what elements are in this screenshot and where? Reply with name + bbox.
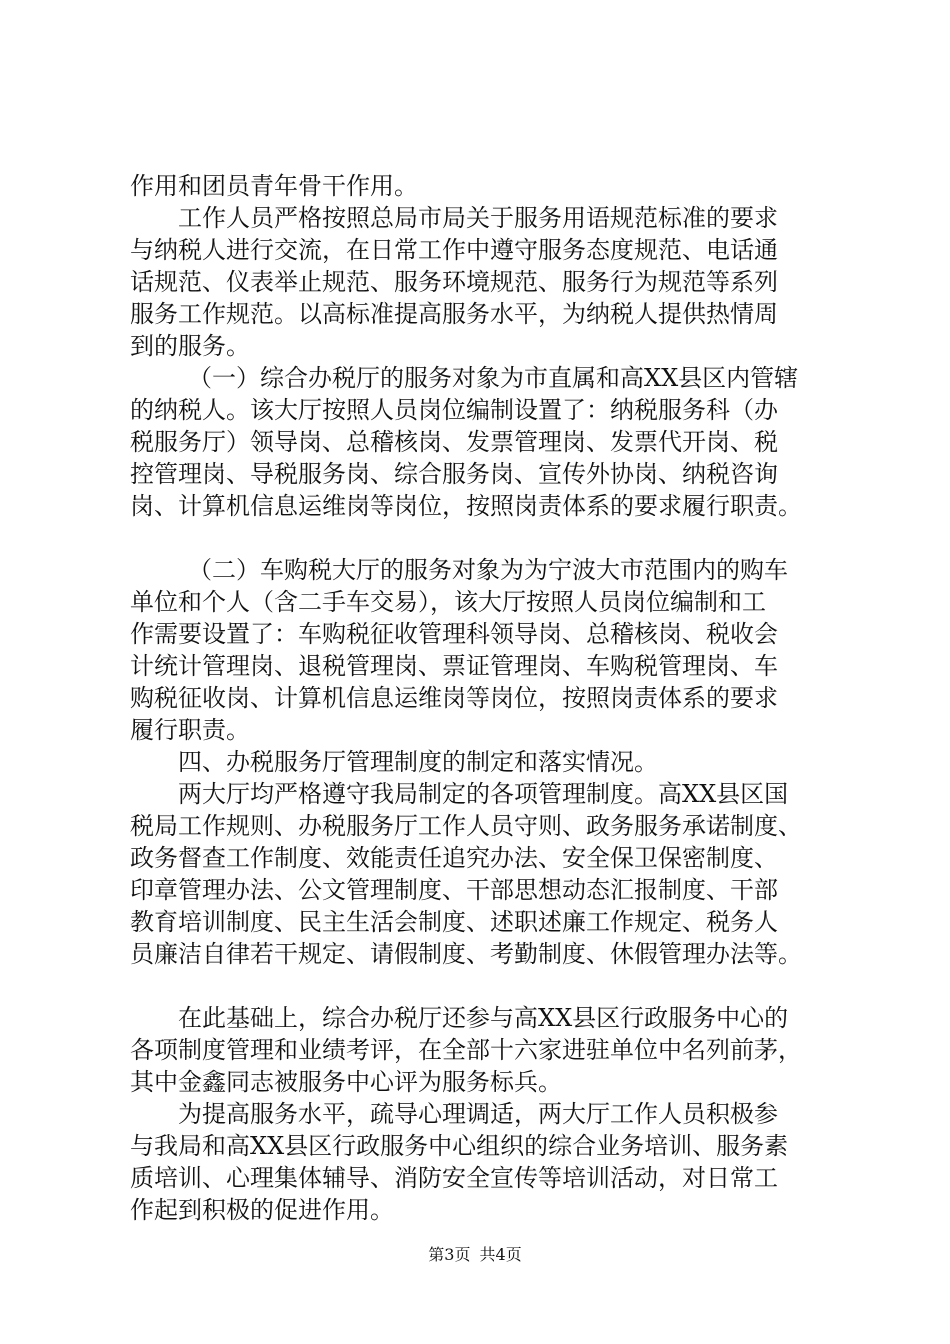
paragraph-line: 与纳税人进行交流，在日常工作中遵守服务态度规范、电话通 [130,236,778,264]
paragraph-line: 税服务厅）领导岗、总稽核岗、发票管理岗、发票代开岗、税 [130,428,778,456]
paragraph-line: 员廉洁自律若干规定、请假制度、考勤制度、休假管理办法等。 [130,940,802,968]
paragraph-line: 印章管理办法、公文管理制度、干部思想动态汇报制度、干部 [130,876,778,904]
paragraph-line: 在此基础上，综合办税厅还参与高XX县区行政服务中心的 [178,1004,789,1032]
paragraph-line: 为提高服务水平，疏导心理调适，两大厅工作人员积极参 [178,1100,778,1128]
paragraph-line: 到的服务。 [130,332,250,360]
paragraph-gap [130,970,830,1002]
paragraph-line: 工作人员严格按照总局市局关于服务用语规范标准的要求 [178,204,778,232]
paragraph-line: 话规范、仪表举止规范、服务环境规范、服务行为规范等系列 [130,268,778,296]
section-heading: 四、办税服务厅管理制度的制定和落实情况。 [178,748,658,776]
paragraph-line: 税局工作规则、办税服务厅工作人员守则、政务服务承诺制度、 [130,812,802,840]
paragraph-line: 作起到积极的促进作用。 [130,1196,394,1224]
paragraph-line: 质培训、心理集体辅导、消防安全宣传等培训活动，对日常工 [130,1164,778,1192]
paragraph-line: 控管理岗、导税服务岗、综合服务岗、宣传外协岗、纳税咨询 [130,460,778,488]
paragraph-line: 政务督查工作制度、效能责任追究办法、安全保卫保密制度、 [130,844,778,872]
paragraph-line: 岗、计算机信息运维岗等岗位，按照岗责体系的要求履行职责。 [130,492,802,520]
paragraph-line: 与我局和高XX县区行政服务中心组织的综合业务培训、服务素 [130,1132,789,1160]
paragraph-line: 各项制度管理和业绩考评，在全部十六家进驻单位中名列前茅， [130,1036,802,1064]
paragraph-line: 作用和团员青年骨干作用。 [130,172,418,200]
paragraph-line: 作需要设置了：车购税征收管理科领导岗、总稽核岗、税收会 [130,620,778,648]
paragraph-line: 单位和个人（含二手车交易），该大厅按照人员岗位编制和工 [130,588,766,616]
paragraph-line: 计统计管理岗、退税管理岗、票证管理岗、车购税管理岗、车 [130,652,778,680]
page-number: 第3页 [428,1245,471,1264]
paragraph-line: 服务工作规范。以高标准提高服务水平，为纳税人提供热情周 [130,300,778,328]
page-total: 共4页 [479,1245,522,1264]
document-body [130,170,830,1226]
paragraph-gap [130,522,830,554]
paragraph-line: 教育培训制度、民主生活会制度、述职述廉工作规定、税务人 [130,908,778,936]
paragraph-line: 的纳税人。该大厅按照人员岗位编制设置了：纳税服务科（办 [130,396,778,424]
paragraph-line: 其中金鑫同志被服务中心评为服务标兵。 [130,1068,562,1096]
paragraph-line: 履行职责。 [130,716,250,744]
paragraph-line: 购税征收岗、计算机信息运维岗等岗位，按照岗责体系的要求 [130,684,778,712]
paragraph-line: 两大厅均严格遵守我局制定的各项管理制度。高XX县区国 [178,780,789,808]
paragraph-line: （一）综合办税厅的服务对象为市直属和高XX县区内管辖 [188,364,799,392]
page-footer [0,1245,950,1265]
paragraph-line: （二）车购税大厅的服务对象为为宁波大市范围内的购车 [188,556,788,584]
